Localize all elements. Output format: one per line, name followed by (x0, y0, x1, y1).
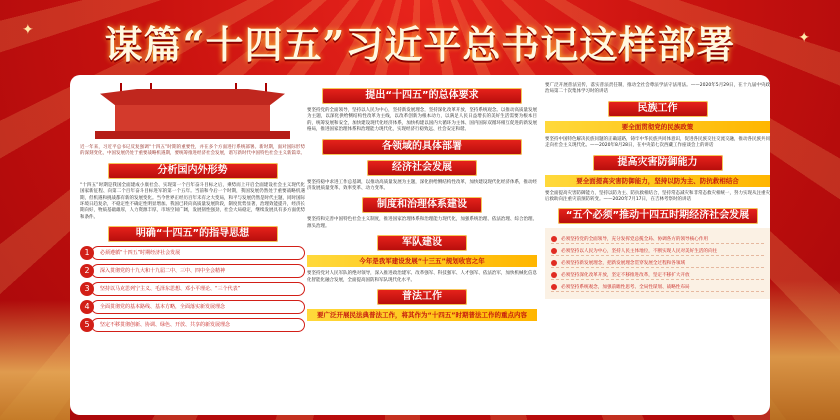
star-icon: ✦ (798, 30, 810, 46)
sub-header-law: 普法工作 (377, 289, 467, 305)
list-item: 必须坚持党的全面领导，充分发挥党总揽全局、协调各方的领导核心作用 (551, 235, 764, 244)
list-item: 必须坚持深化改革开放，坚定不移推进改革，坚定不移扩大开放 (551, 271, 764, 280)
ethnic-highlight: 要全面贯彻党的民族政策 (545, 121, 770, 133)
column-left (80, 83, 305, 336)
section-header-guiding-thought: 明确“十四五”的指导思想 (108, 226, 278, 242)
tiananmen-illustration (80, 83, 305, 141)
section-header-requirements: 提出“十四五”的总体要求 (322, 88, 522, 104)
disaster-text: 要全面提高灾害防御能力，坚持以防为主、防抗救相结合，坚持常态减灾和非常态救灾相统一，努力实现从注重灾后救助向注重灾前预防转变。——2020年7月17日，在吉林考察时的讲话 (545, 190, 770, 203)
intro-quote: 要广泛开展普法宣传，落实普法责任制，推动全社会尊法学法守法用法。——2020年5月29日，在十九届中央政治局第二十次集体学习时的讲话 (545, 83, 770, 95)
list-item: 4 全面贯彻党的基本路线、基本方略，全面落实新发展理念 (80, 300, 305, 314)
star-icon: ✦ (22, 22, 34, 38)
poster-title: 谋篇“十四五”习近平总书记这样部署 (104, 22, 736, 67)
governance-text: 要坚持和完善中国特色社会主义制度，推进国家治理体系和治理能力现代化，加强系统治理、依法治理、综合治理、源头治理。 (307, 217, 537, 229)
huabiao-pillar-decoration (0, 300, 70, 420)
sub-header-governance: 制度和治理体系建设 (362, 197, 482, 213)
list-item: 2 深入贯彻党的十九大和十九届二中、三中、四中全会精神 (80, 264, 305, 278)
list-item: 5 坚定不移贯彻创新、协调、绿色、开放、共享的新发展理念 (80, 318, 305, 332)
intro-text: 近一年来，习近平总书记反复强调“十四五”时期的重要性，并在多个方面进行系统部署。新时期，面对国际形势的深刻变化，中国发展仍处于重要战略机遇期，要统筹推进经济社会发展，谱写新时代中国特色社会主义新篇章。 (80, 145, 305, 157)
sub-header-economy: 经济社会发展 (367, 160, 477, 176)
column-right (545, 83, 770, 299)
list-item: 必须坚持新发展理念，把新发展理念贯穿发展全过程和各领域 (551, 259, 764, 268)
content-panel (70, 75, 770, 415)
list-item: 3 坚持以马克思列宁主义、毛泽东思想、邓小平理论、“三个代表” (80, 282, 305, 296)
ethnic-text: 要坚持中国特色解决民族问题的正确道路，铸牢中华民族共同体意识，促进各民族交往交流交融，推动各民族共同走向社会主义现代化。——2020年8月28日，在中央第七次西藏工作座谈会上的讲话 (545, 136, 770, 149)
disaster-highlight: 要全面提高灾害防御能力，坚持以防为主、防抗救相结合 (545, 175, 770, 187)
economy-text: 要坚持稳中求进工作总基调，以推动高质量发展为主题，深化供给侧结构性改革，加快建设现代化经济体系，推动经济发展质量变革、效率变革、动力变革。 (307, 179, 537, 192)
section-header-disaster: 提高灾害防御能力 (593, 155, 723, 171)
list-item: 必须坚持系统观念，加强前瞻性思考、全局性谋划、战略性布局 (551, 283, 764, 292)
requirements-text: 要坚持党的全面领导，坚持以人民为中心，坚持新发展理念，坚持深化改革开放，坚持系统观念。以推动高质量发展为主题，以深化供给侧结构性改革为主线，以改革创新为根本动力，以满足人民日益增长的美好生活需要为根本目的，统筹发展和安全，加快建设现代化经济体系，加快构建以国内大循环为主体、国内国际双循环相互促进的新发展格局，推进国家治理体系和治理能力现代化，实现经济行稳致远、社会安定和谐。 (307, 108, 537, 133)
military-text: 要坚持党对人民军队的绝对领导，深入推进政治建军、改革强军、科技强军、人才强军、依法治军，加快机械化信息化智能化融合发展，全面提高国防和军队现代化水平。 (307, 271, 537, 283)
section-header-deployment: 各领域的具体部署 (322, 139, 522, 155)
column-middle (307, 83, 537, 325)
law-highlight: 要广泛开展民法典普法工作，将其作为“十四五”时期普法工作的重点内容 (307, 309, 537, 321)
section-header-five-musts: “五个必须”推动十四五时期经济社会发展 (558, 208, 758, 224)
list-item: 1 必须遵循“十四五”时期经济社会发展 (80, 246, 305, 260)
military-highlight: 今年是我军建设发展“十三五”规划收官之年 (307, 255, 537, 267)
section-header-ethnic: 民族工作 (608, 101, 708, 117)
list-item: 必须坚持以人民为中心，坚持人民主体地位，不断实现人民对美好生活的向往 (551, 247, 764, 256)
situation-text: “十四五”时期是我国全面建成小康社会、实现第一个百年奋斗目标之后，乘势而上开启全面建设社会主义现代化国家新征程、向第二个百年奋斗目标进军的第一个五年。当前和今后一个时期，我国发展仍然处于重要战略机遇期，但机遇和挑战都有新的发展变化。当今世界正经历百年未有之大变局，和平与发展仍然是时代主题，同时国际环境日趋复杂，不稳定性不确定性明显增加。我国已转向高质量发展阶段，制度优势显著，治理效能提升，经济长期向好，物质基础雄厚，人力资源丰厚，市场空间广阔，发展韧性强劲，社会大局稳定，继续发展具有多方面优势和条件。 (80, 182, 305, 220)
soldier-statue-decoration (770, 280, 840, 420)
five-musts-list (545, 228, 770, 299)
sub-header-military: 军队建设 (377, 235, 467, 251)
section-header-situation: 分析国内外形势 (108, 163, 278, 179)
